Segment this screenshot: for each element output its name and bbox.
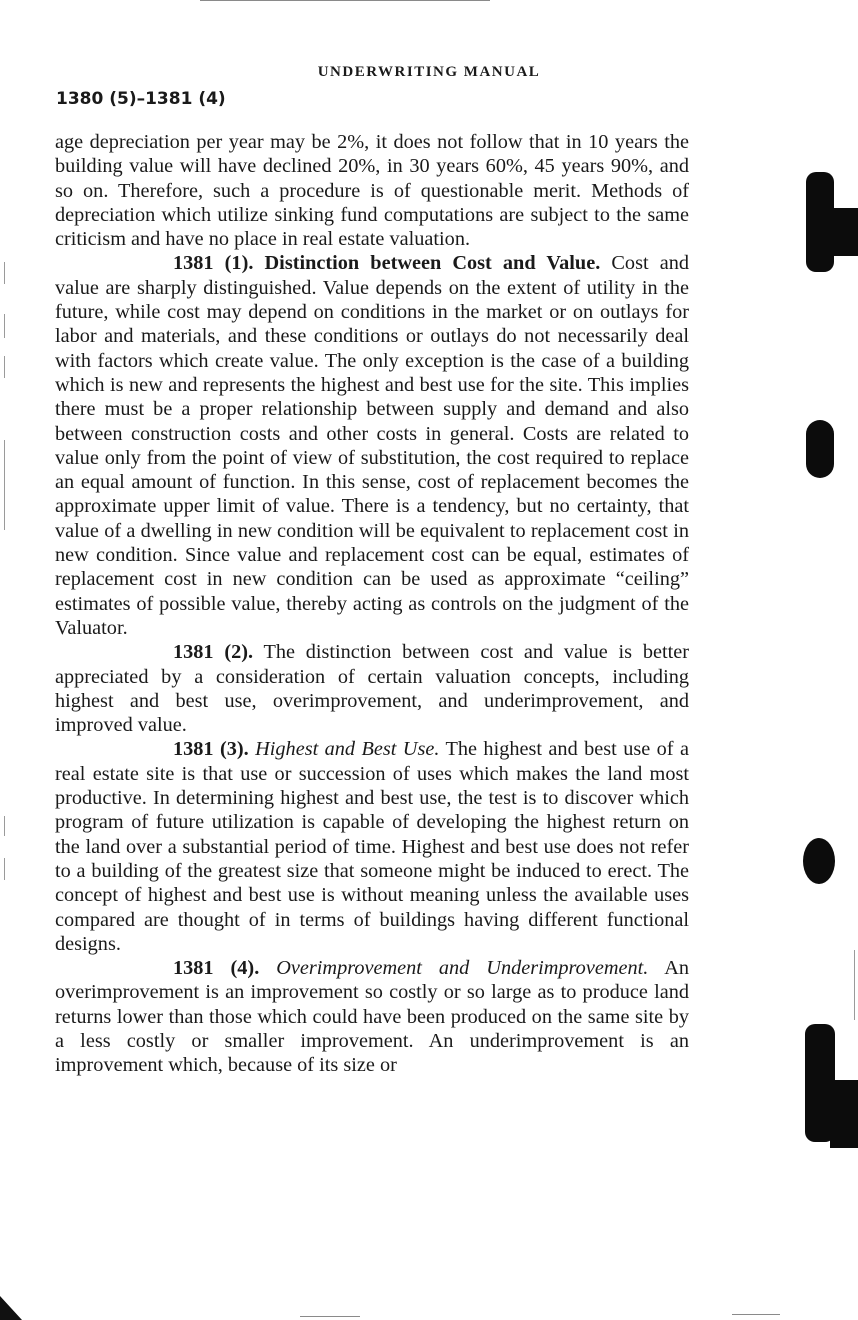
edge-mark: [4, 816, 5, 836]
section-heading: Distinction between Cost and Value.: [264, 252, 601, 275]
continuation-paragraph: age depreciation per year may be 2%, it does not follow that in 10 years the building value will have declined 20%, in 30 years 60%, 45 years 90%, and so on. Therefore, such a procedure is of questionable merit. Methods of depreciation which utilize sinking fund computations are subject to the same criticism and have no place in real estate valuation.: [55, 131, 689, 251]
corner-shadow: [0, 1296, 40, 1320]
section-text: An overimprovement is an improvement so costly or so large as to produce land returns lower than those which could have been produced on the same site by a less costly or smaller improvement. An underimprovement is an improvement which, because of its size or: [55, 957, 689, 1077]
section-number: 1381 (1).: [173, 252, 254, 275]
edge-mark: [4, 356, 5, 378]
body-text: [55, 130, 689, 1078]
edge-mark: [4, 262, 5, 284]
punch-hole-mark: [806, 420, 834, 478]
section-heading: Overimprovement and Underimprovement.: [276, 957, 649, 980]
section-text: Cost and value are sharply distinguished. Value depends on the extent of utility in the future, while cost may depend on conditions in the market or on outlays for labor and materials, and these conditions or outlays do not necessarily deal with factors which create value. The only exception is the case of a building which is new and represents the highest and best use for the site. This implies there must be a proper relationship between supply and demand and also between construction costs and other costs in general. Costs are related to value only from the point of view of substitution, the cost required to replace an equal amount of function. In this sense, cost of replacement becomes the approximate upper limit of value. There is a tendency, but no certainty, that value of a dwelling in new condition will be equivalent to replacement cost in new condition. Since value and replacement cost can be equal, estimates of replacement cost in new condition can be used as approximate “ceiling” estimates of possible value, thereby acting as controls on the judgment of the Valuator.: [55, 252, 689, 639]
punch-dot-mark: [803, 838, 835, 884]
section-number: 1381 (3).: [173, 738, 249, 761]
section-1381-3: [55, 737, 689, 956]
top-scan-rule: [200, 0, 490, 1]
section-number: 1381 (4).: [173, 957, 260, 980]
section-number: 1381 (2).: [173, 641, 254, 664]
binder-tab-top-extension: [830, 208, 858, 256]
section-heading: Highest and Best Use.: [255, 738, 440, 761]
edge-mark: [4, 440, 5, 530]
section-text: The highest and best use of a real estate site is that use or succession of uses which makes the land most productive. In determining highest and best use, the test is to discover which program of future utilization is capable of developing the highest return on the land over a substantial period of time. Highest and best use does not refer to a building of the greatest size that someone might be induced to erect. The concept of highest and best use is without meaning unless the available uses compared are thought of in terms of buildings having different functional designs.: [55, 738, 689, 955]
edge-mark: [4, 858, 5, 880]
bottom-scan-rule: [732, 1314, 780, 1315]
edge-mark: [4, 314, 5, 338]
section-1381-2: [55, 640, 689, 737]
section-1381-1: [55, 251, 689, 640]
bottom-scan-rule: [300, 1316, 360, 1317]
edge-mark: [854, 950, 855, 1020]
binder-tab-bottom-extension: [830, 1080, 858, 1148]
section-reference: 1380 (5)–1381 (4): [56, 89, 226, 109]
running-title: UNDERWRITING MANUAL: [317, 64, 541, 80]
section-text: The distinction between cost and value is better appreciated by a consideration of certain valuation concepts, including highest and best use, overimprovement, and underimprovement, and improved value.: [55, 641, 689, 737]
section-1381-4: [55, 956, 689, 1077]
